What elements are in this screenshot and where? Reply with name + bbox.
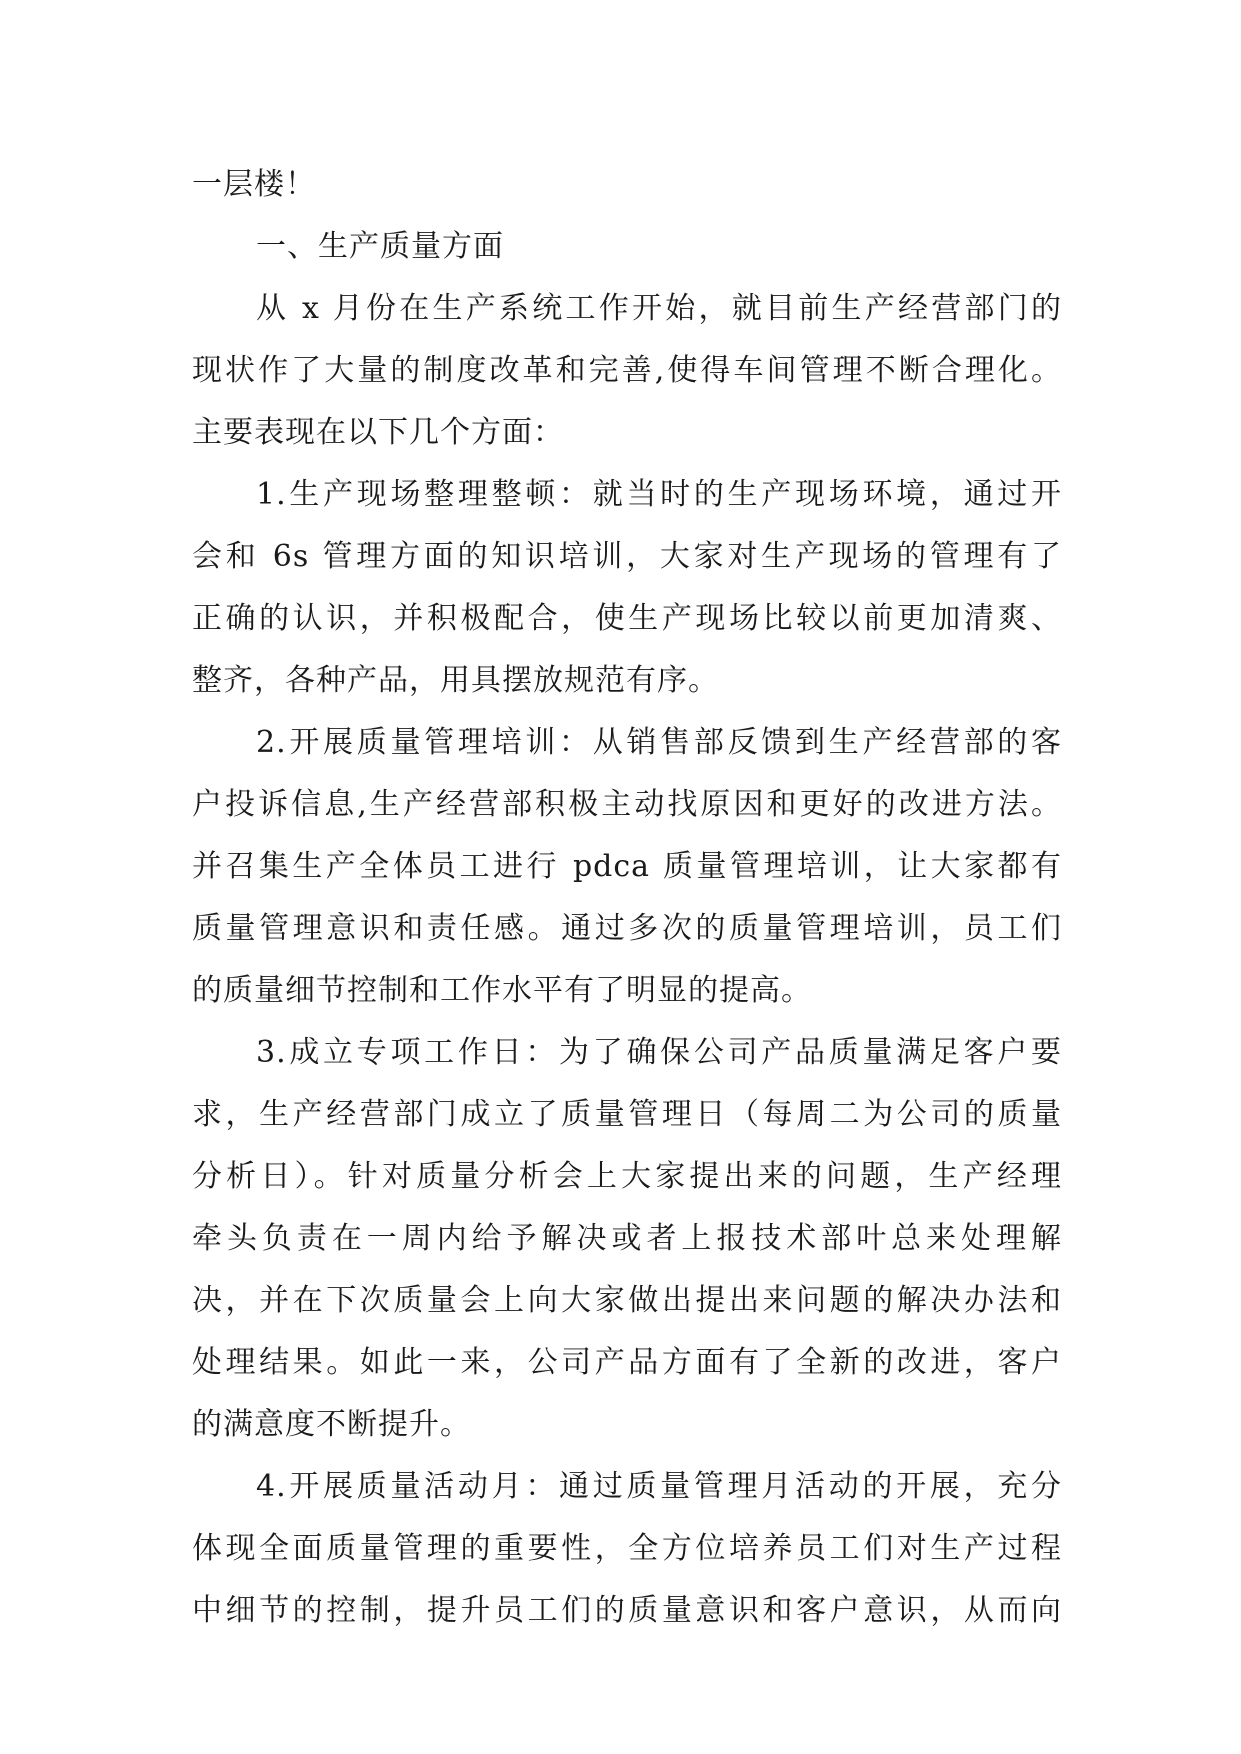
list-item-line: 的满意度不断提升。: [192, 1407, 471, 1442]
list-item-line: 体现全面质量管理的重要性，全方位培养员工们对生产过程: [192, 1531, 1062, 1566]
list-item-line: 会和 6s 管理方面的知识培训，大家对生产现场的管理有了: [192, 539, 1062, 574]
paragraph-line: 主要表现在以下几个方面：: [192, 415, 564, 450]
paragraph-line: 现状作了大量的制度改革和完善,使得车间管理不断合理化。: [192, 353, 1062, 388]
list-item-line: 处理结果。如此一来，公司产品方面有了全新的改进，客户: [192, 1345, 1062, 1380]
paragraph-line: 从 x 月份在生产系统工作开始，就目前生产经营部门的: [256, 291, 1062, 326]
list-item-line: 并召集生产全体员工进行 pdca 质量管理培训，让大家都有: [192, 849, 1062, 884]
list-item-line: 求，生产经营部门成立了质量管理日（每周二为公司的质量: [192, 1097, 1062, 1132]
list-item-line: 整齐，各种产品，用具摆放规范有序。: [192, 663, 719, 698]
list-item-line: 质量管理意识和责任感。通过多次的质量管理培训，员工们: [192, 911, 1062, 946]
text-line: 一层楼！: [192, 167, 316, 202]
list-item-line: 正确的认识，并积极配合，使生产现场比较以前更加清爽、: [192, 601, 1062, 636]
section-heading: 一、生产质量方面: [256, 229, 504, 264]
list-item-line: 的质量细节控制和工作水平有了明显的提高。: [192, 973, 812, 1008]
list-item-line: 4.开展质量活动月：通过质量管理月活动的开展，充分: [256, 1469, 1062, 1504]
list-item-line: 1.生产现场整理整顿：就当时的生产现场环境，通过开: [256, 477, 1062, 512]
list-item-line: 户投诉信息,生产经营部积极主动找原因和更好的改进方法。: [192, 787, 1062, 822]
list-item-line: 分析日）。针对质量分析会上大家提出来的问题，生产经理: [192, 1159, 1062, 1194]
list-item-line: 中细节的控制，提升员工们的质量意识和客户意识，从而向: [192, 1593, 1062, 1628]
list-item-line: 牵头负责在一周内给予解决或者上报技术部叶总来处理解: [192, 1221, 1062, 1256]
document-body: [192, 154, 1062, 1642]
list-item-line: 2.开展质量管理培训：从销售部反馈到生产经营部的客: [256, 725, 1062, 760]
list-item-line: 3.成立专项工作日：为了确保公司产品质量满足客户要: [256, 1035, 1062, 1070]
list-item-line: 决，并在下次质量会上向大家做出提出来问题的解决办法和: [192, 1283, 1062, 1318]
